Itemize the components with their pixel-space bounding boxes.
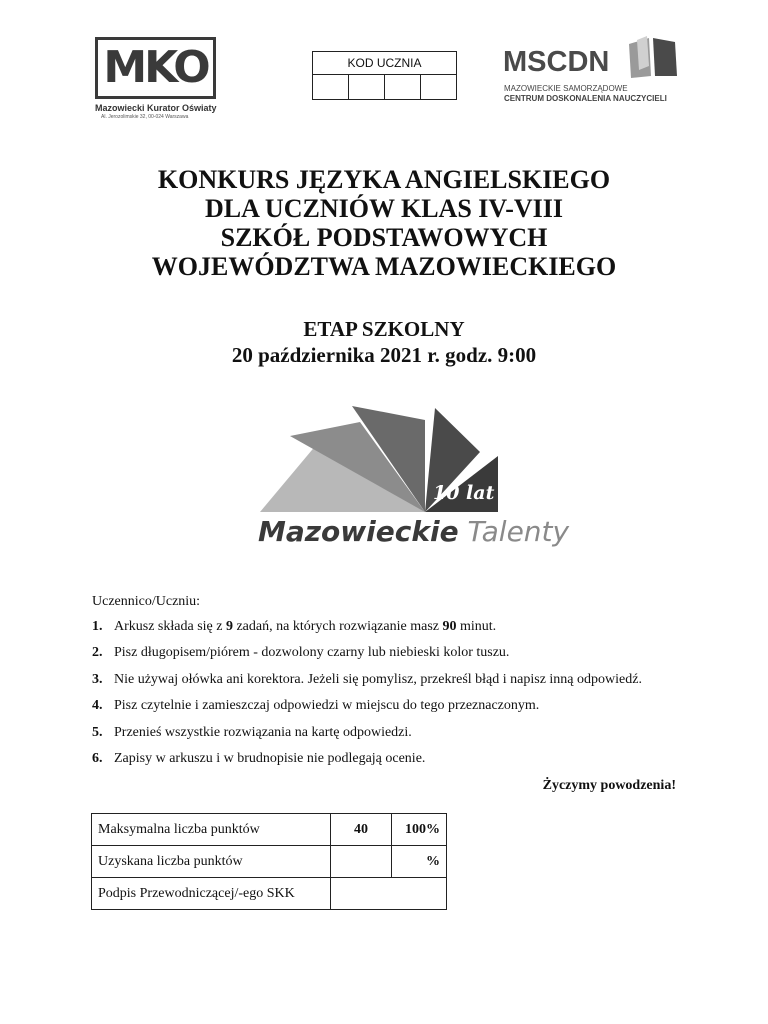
title-line: WOJEWÓDZTWA MAZOWIECKIEGO [151,252,617,281]
instruction-text: zadań, na których rozwiązanie masz [232,619,443,634]
instruction-text: Pisz długopisem/piórem - dozwolony czarny lub niebieski kolor tuszu. [114,645,510,661]
stage-info [84,316,684,368]
student-code-label: KOD UCZNIA [313,52,457,75]
mscdn-line1: MAZOWIECKIE SAMORZĄDOWE [504,84,628,93]
good-luck-message: Życzymy powodzenia! [542,778,676,793]
mscdn-logo [503,36,683,106]
instruction-task-count: 9 [225,619,233,634]
mazowieckie-talenty-logo [250,400,570,565]
book-icon [625,36,681,80]
instruction-number: 2. [92,645,103,661]
instruction-item [92,670,692,696]
stage-name: ETAP SZKOLNY [303,317,465,341]
mko-logo-mark: MKO [103,42,208,93]
table-row [92,878,447,910]
contest-title [84,165,684,281]
instruction-minutes: 90 [442,619,457,634]
signature-label: Podpis Przewodniczącej/-ego SKK [92,878,331,910]
instruction-item [92,749,692,775]
instruction-item [92,617,692,643]
title-line: KONKURS JĘZYKA ANGIELSKIEGO [157,165,611,194]
instruction-text: Nie używaj ołówka ani korektora. Jeżeli się pomylisz, przekreśl błąd i napisz inną odpowiedź. [114,671,642,687]
instruction-item [92,643,692,669]
instruction-text: Przenieś wszystkie rozwiązania na kartę odpowiedzi. [114,724,412,740]
mko-logo [95,37,230,119]
table-row [92,846,447,878]
talent-brand-part1: Mazowieckie [258,515,459,548]
signature-field[interactable] [331,878,447,910]
instructions-greeting: Uczennico/Uczniu: [92,594,201,609]
max-points-label: Maksymalna liczba punktów [92,814,331,846]
years-label: 10 lat [433,482,495,504]
instruction-number: 1. [92,619,103,634]
instruction-item [92,723,692,749]
student-code-box [312,51,457,100]
title-line: SZKÓŁ PODSTAWOWYCH [220,223,548,252]
table-row [92,814,447,846]
mscdn-wordmark: MSCDN [503,46,610,78]
obtained-percent-field[interactable]: % [392,846,447,878]
instructions-list [92,617,692,775]
instruction-number: 6. [92,750,103,766]
student-code-cell[interactable] [348,75,384,100]
student-code-cell[interactable] [384,75,420,100]
talent-brand [258,515,569,548]
obtained-points-label: Uzyskana liczba punktów [92,846,331,878]
instruction-number: 5. [92,724,103,740]
title-line: DLA UCZNIÓW KLAS IV-VIII [204,194,564,223]
student-code-cell[interactable] [420,75,456,100]
mscdn-line2: CENTRUM DOSKONALENIA NAUCZYCIELI [504,94,667,103]
instruction-text: minut. [456,619,497,634]
instruction-text: Zapisy w arkuszu i w brudnopisie nie podlegają ocenie. [114,750,426,766]
student-code-table [312,51,457,100]
mko-logo-address: Al. Jerozolimskie 32, 00-024 Warszawa [101,114,189,120]
max-percent-value: 100% [392,814,447,846]
instruction-number: 3. [92,671,103,687]
score-table [91,813,447,910]
instruction-number: 4. [92,698,103,714]
obtained-points-field[interactable] [331,846,392,878]
instruction-item [92,696,692,722]
student-code-cell[interactable] [313,75,349,100]
talent-brand-part2: Talenty [467,515,570,548]
instruction-text: Arkusz składa się z [114,619,226,634]
stage-date: 20 października 2021 r. godz. 9:00 [231,343,537,367]
mko-logo-mark-box [95,37,216,99]
max-points-value: 40 [331,814,392,846]
mko-logo-name: Mazowiecki Kurator Oświaty [95,103,217,113]
instruction-text: Pisz czytelnie i zamieszczaj odpowiedzi w miejscu do tego przeznaczonym. [114,698,540,714]
